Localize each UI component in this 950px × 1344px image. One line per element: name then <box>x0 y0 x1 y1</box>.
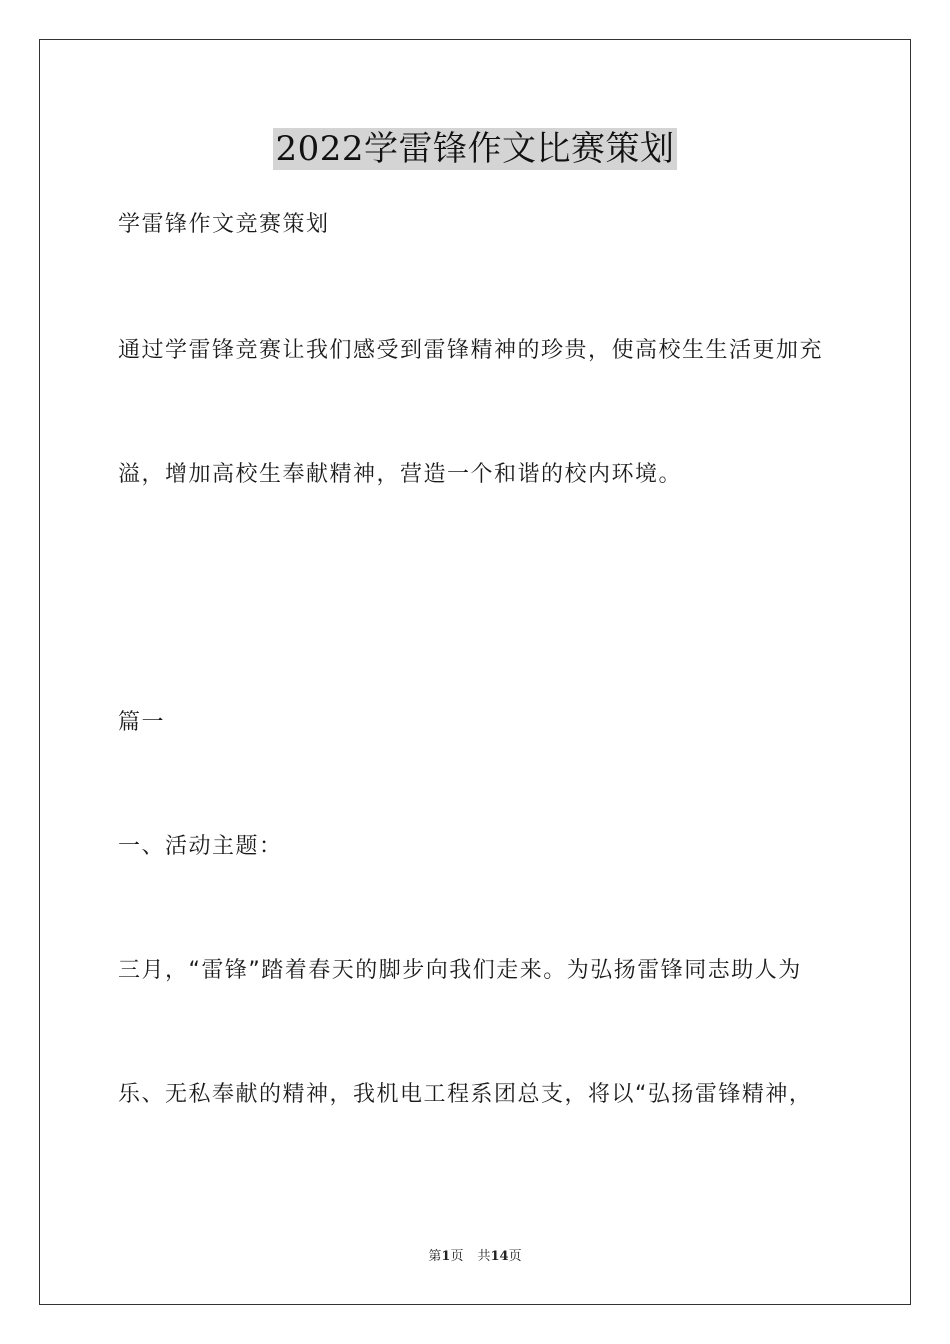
paragraph-line: 乐、无私奉献的精神，我机电工程系团总支，将以“弘扬雷锋精神， <box>118 1082 813 1107</box>
total-pages: 14 <box>490 1249 509 1264</box>
total-prefix: 共 <box>477 1249 491 1264</box>
paragraph-line: 溢，增加高校生奉献精神，营造一个和谐的校内环境。 <box>118 462 683 487</box>
section-subheading: 一、活动主题： <box>118 834 283 859</box>
page-footer <box>0 1248 950 1266</box>
page-number: 1 <box>441 1249 451 1264</box>
total-suffix: 页 <box>508 1249 522 1264</box>
document-title: 2022学雷锋作文比赛策划 <box>275 129 675 169</box>
subtitle-line: 学雷锋作文竞赛策划 <box>118 212 330 237</box>
page-suffix: 页 <box>450 1249 464 1264</box>
section-heading: 篇一 <box>118 710 166 735</box>
title-container <box>0 128 950 170</box>
page-prefix: 第 <box>428 1249 442 1264</box>
paragraph-line: 三月，“雷锋”踏着春天的脚步向我们走来。为弘扬雷锋同志助人为 <box>118 958 802 983</box>
paragraph-line: 通过学雷锋竞赛让我们感受到雷锋精神的珍贵，使高校生生活更加充 <box>118 338 824 363</box>
